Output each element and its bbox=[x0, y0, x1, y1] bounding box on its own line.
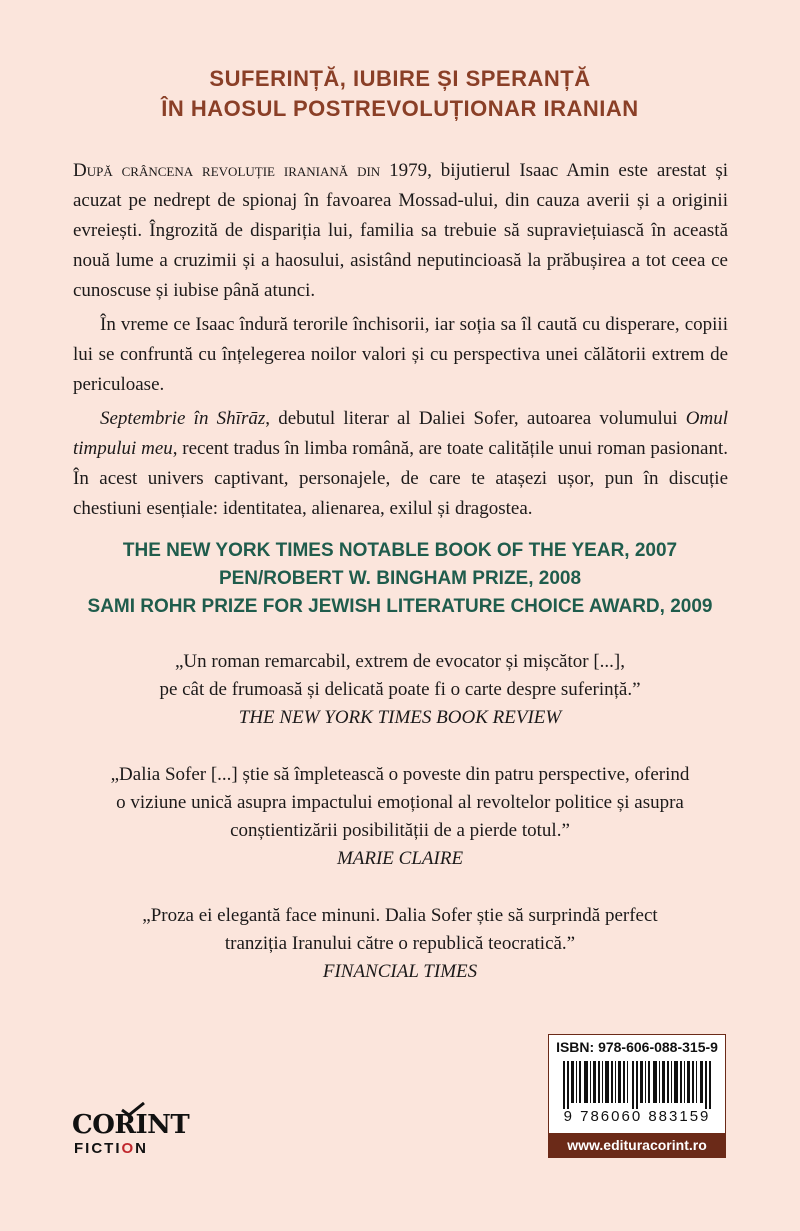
other-book-title: Omul timpului meu bbox=[73, 408, 728, 459]
review-quote-3 bbox=[60, 902, 740, 986]
review-quote-1 bbox=[60, 648, 740, 732]
logo-imprint-a: FICTI bbox=[74, 1140, 122, 1157]
synopsis-lead: După crâncena revoluție iraniană din bbox=[73, 160, 381, 181]
synopsis-p1-text: 1979, bijutierul Isaac Amin este arestat și acuzat pe nedrept de spionaj în favoarea Mossad-ului, din cauza averii și a originii evreiești. Îngrozită de dispariția lui, familia sa trebuie să supraviețuiască în această nouă lume a cruzimii și a haosului, asistând neputincioasă la prăbușirea a tot ceea ce cunoscuse și iubise până atunci. bbox=[73, 160, 728, 301]
award-item: PEN/ROBERT W. BINGHAM PRIZE, 2008 bbox=[218, 568, 582, 589]
quote-source: FINANCIAL TIMES bbox=[322, 961, 478, 982]
award-item: SAMI ROHR PRIZE FOR JEWISH LITERATURE CHOICE AWARD, 2009 bbox=[87, 596, 713, 617]
review-quote-2 bbox=[60, 761, 740, 873]
barcode-digits: 9 786060 883159 bbox=[563, 1108, 711, 1125]
synopsis-p3-end: , recent tradus în limba română, are toate calitățile unui roman pasionant. În acest univers captivant, personajele, de care te atașezi ușor, pun în discuție chestiuni esențiale: identitatea, alienarea, exilul și dragostea. bbox=[73, 438, 728, 519]
publisher-logo bbox=[72, 1102, 190, 1162]
synopsis-p3-mid: , debutul literar al Daliei Sofer, autoarea volumului bbox=[265, 408, 686, 429]
synopsis bbox=[73, 156, 728, 528]
synopsis-paragraph-2: În vreme ce Isaac îndură terorile închisorii, iar soția sa îl caută cu disperare, copiii lui se confruntă cu înțelegerea noilor valori și cu perspectiva unei călătorii extrem de periculoase. bbox=[73, 314, 728, 395]
quote-source: MARIE CLAIRE bbox=[336, 848, 464, 869]
logo-wordmark: CORINT bbox=[72, 1110, 190, 1140]
barcode-icon bbox=[557, 1061, 717, 1109]
logo-imprint bbox=[74, 1140, 148, 1157]
quote-line: pe cât de frumoasă și delicată poate fi o carte despre suferință.” bbox=[159, 679, 641, 700]
synopsis-paragraph-3 bbox=[73, 404, 728, 524]
quote-line: tranziția Iranului către o republică teocratică.” bbox=[224, 933, 576, 954]
isbn-label: ISBN: 978-606-088-315-9 bbox=[556, 1039, 718, 1055]
heading-line-1: SUFERINȚĂ, IUBIRE ȘI SPERANȚĂ bbox=[209, 66, 591, 91]
isbn-barcode-box bbox=[548, 1034, 726, 1158]
book-title: Septembrie în Shīrāz bbox=[100, 408, 266, 429]
quote-source: THE NEW YORK TIMES BOOK REVIEW bbox=[238, 707, 562, 728]
cover-heading bbox=[0, 64, 800, 124]
logo-imprint-o: O bbox=[121, 1140, 136, 1157]
award-item: THE NEW YORK TIMES NOTABLE BOOK OF THE YEAR, 2007 bbox=[122, 540, 678, 561]
quote-line: conștientizării posibilității de a pierde totul.” bbox=[230, 820, 570, 841]
logo-imprint-b: N bbox=[135, 1140, 149, 1157]
quote-line: „Dalia Sofer [...] știe să împletească o poveste din patru perspective, oferind bbox=[110, 764, 690, 785]
heading-line-2: ÎN HAOSUL POSTREVOLUȚIONAR IRANIAN bbox=[161, 96, 639, 121]
quote-line: „Proza ei elegantă face minuni. Dalia Sofer știe să surprindă perfect bbox=[142, 905, 658, 926]
quote-line: „Un roman remarcabil, extrem de evocator și mișcător [...], bbox=[174, 651, 625, 672]
awards-list bbox=[0, 537, 800, 621]
synopsis-paragraph-1 bbox=[73, 156, 728, 306]
quote-line: o viziune unică asupra impactului emoțional al revoltelor politice și asupra bbox=[116, 792, 684, 813]
publisher-website[interactable]: www.edituracorint.ro bbox=[549, 1133, 725, 1157]
